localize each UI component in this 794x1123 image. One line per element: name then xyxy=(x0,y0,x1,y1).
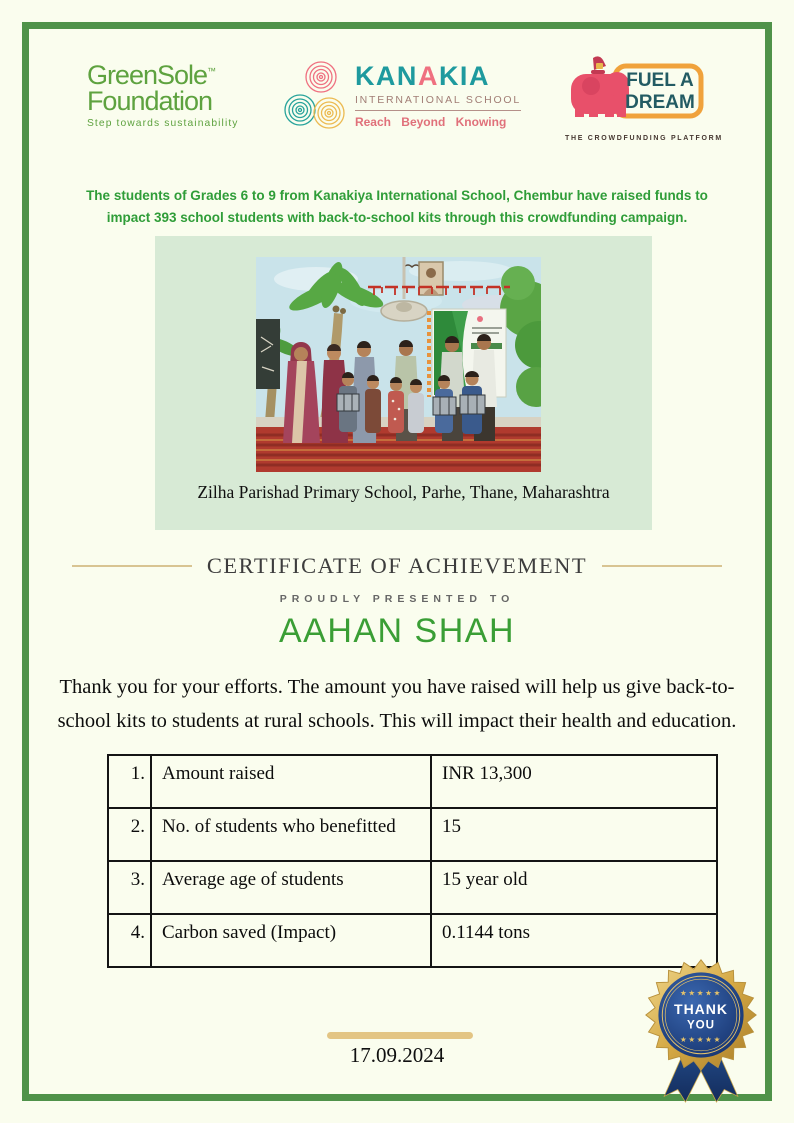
row-number-cell: 3. xyxy=(108,861,151,914)
trademark-symbol: ™ xyxy=(207,66,217,77)
row-label-cell: No. of students who benefitted xyxy=(151,808,431,861)
intro-line1: The students of Grades 6 to 9 from Kanakiya International School, Chembur have raised funds to xyxy=(86,188,708,203)
fad-name-line2: DREAM xyxy=(625,92,695,113)
row-label-cell: Amount raised xyxy=(151,755,431,808)
logo-row xyxy=(0,50,794,142)
kanakia-text-block xyxy=(355,63,521,129)
row-label-cell: Carbon saved (Impact) xyxy=(151,914,431,967)
thank-you-message xyxy=(0,670,794,739)
certificate-title-row xyxy=(0,553,794,579)
greensole-line1: GreenSole xyxy=(86,60,208,91)
impact-stats-table xyxy=(107,754,718,968)
message-line2: school kits to students at rural schools. This will impact their health and education. xyxy=(57,710,737,733)
row-value-cell: 15 xyxy=(431,808,717,861)
recipient-name: AAHAN SHAH xyxy=(278,612,516,650)
kanakia-subtitle: INTERNATIONAL SCHOOL xyxy=(355,94,521,111)
greensole-foundation-logo xyxy=(86,60,239,129)
message-line1: Thank you for your efforts. The amount you have raised will help us give back-to- xyxy=(59,676,735,698)
table-row xyxy=(108,914,717,967)
fuel-a-dream-logo xyxy=(565,50,723,142)
kanakia-name xyxy=(355,63,521,90)
row-number-cell: 1. xyxy=(108,755,151,808)
table-row xyxy=(108,808,717,861)
badge-text-line1: THANK xyxy=(674,1001,728,1018)
date-divider-line xyxy=(327,1032,473,1039)
badge-stars-bottom: ★★★★★ xyxy=(680,1035,722,1045)
row-value-cell: INR 13,300 xyxy=(431,755,717,808)
kanakia-spirals-icon xyxy=(283,60,345,132)
fad-tagline: THE CROWDFUNDING PLATFORM xyxy=(565,135,723,142)
row-value-cell: 0.1144 tons xyxy=(431,914,717,967)
table-row xyxy=(108,861,717,914)
presented-label: PROUDLY PRESENTED TO xyxy=(279,593,515,605)
title-divider-left xyxy=(72,565,192,567)
certificate-date: 17.09.2024 xyxy=(349,1043,445,1067)
kanakia-name-accent: A xyxy=(417,61,439,91)
intro-line2: impact 393 school students with back-to-school kits through this crowdfunding campaign. xyxy=(106,210,688,226)
title-divider-right xyxy=(602,565,722,567)
certificate-title: CERTIFICATE OF ACHIEVEMENT xyxy=(206,553,588,578)
row-number-cell: 2. xyxy=(108,808,151,861)
fuel-a-dream-graphic xyxy=(565,50,707,128)
kanakia-tagline: Reach Beyond Knowing xyxy=(354,115,507,129)
blackboard xyxy=(256,319,280,389)
portrait-frame xyxy=(419,262,443,295)
row-number-cell: 4. xyxy=(108,914,151,967)
school-photo xyxy=(256,257,541,472)
kanakia-name-pre: KAN xyxy=(354,61,418,91)
greensole-line2: Foundation xyxy=(86,85,213,116)
thank-you-badge xyxy=(641,955,761,1105)
fad-name-line1: FUEL A xyxy=(626,70,694,91)
kanakia-name-post: KIA xyxy=(438,61,490,91)
campaign-intro-text xyxy=(0,185,794,230)
kanakia-school-logo xyxy=(283,60,521,132)
greensole-name xyxy=(86,60,239,116)
badge-stars-top: ★★★★★ xyxy=(680,988,722,998)
row-value-cell: 15 year old xyxy=(431,861,717,914)
photo-section xyxy=(155,236,652,530)
badge-text-line2: YOU xyxy=(686,1018,716,1032)
row-label-cell: Average age of students xyxy=(151,861,431,914)
greensole-tagline: Step towards sustainability xyxy=(86,117,239,129)
table-row xyxy=(108,755,717,808)
photo-caption: Zilha Parishad Primary School, Parhe, Thane, Maharashtra xyxy=(197,482,610,502)
